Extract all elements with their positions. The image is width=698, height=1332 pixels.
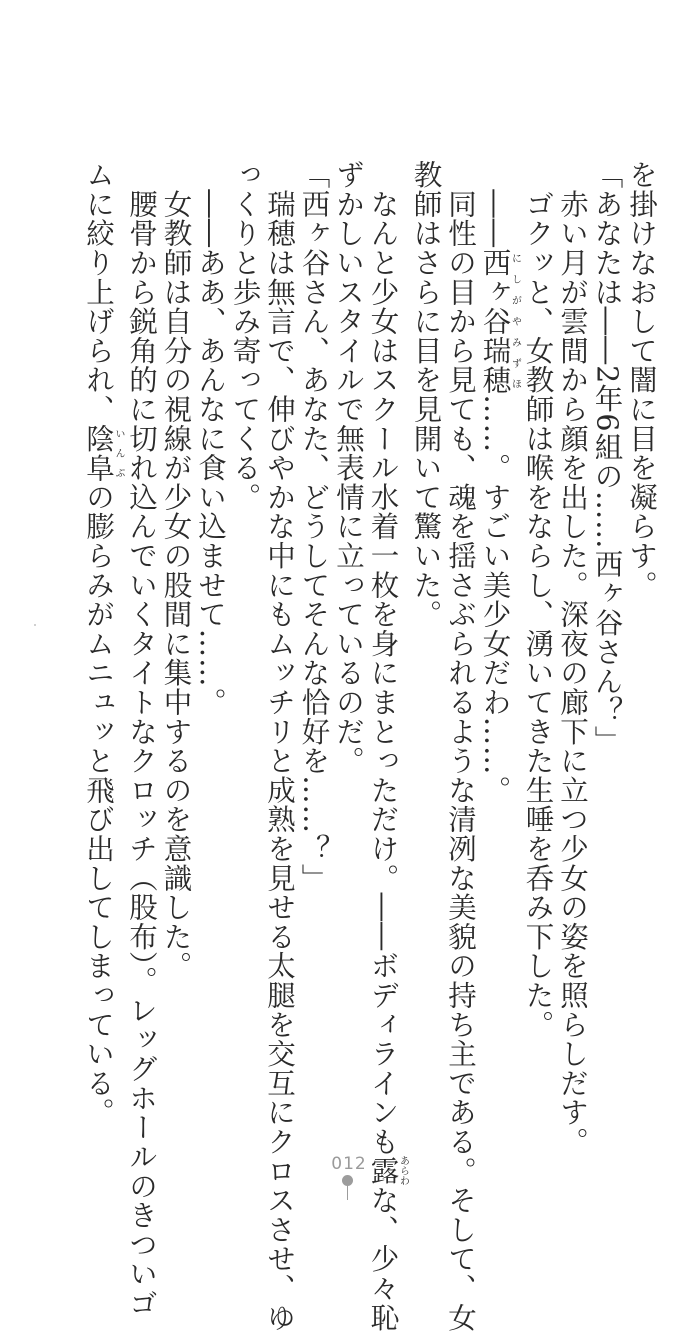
text-line-8: なんと少女はスクール水着一枚を身にまとっただけ。――ボディラインも露あらわな、少々恥 <box>366 160 409 1332</box>
text-line-2: 「あなたは――2年6組の……西ヶ谷さん？」 <box>590 160 624 755</box>
text-line-14: 女教師は自分の視線が少女の股間に集中するのを意識した。 <box>159 160 193 981</box>
text-line-9: ずかしいスタイルで無表情に立っているのだ。 <box>332 160 365 776</box>
ruby-annotation: 露あらわ <box>366 1155 409 1186</box>
ruby-annotation: 西ヶ谷瑞穂にしがやみずほ <box>478 247 521 395</box>
text-line-4: ゴクッと、女教師は喉をならし、湧いてきた生唾を呑み下した。 <box>521 160 555 1039</box>
ruby-reading: あらわ <box>397 1155 409 1186</box>
text-line-15: 腰骨から鋭角的に切れ込んでいくタイトなクロッチ（股布）。レッグホールのきついゴ <box>125 160 158 1318</box>
ruby-reading: いんぷ <box>113 423 124 483</box>
page-marker-dot <box>342 1175 353 1186</box>
text-line-11: 瑞穂は無言で、伸びやかな中にもムッチリと成熟を見せる太腿を交互にクロスさせ、ゆ <box>263 160 296 1332</box>
text-line-5: ――西ヶ谷瑞穂にしがやみずほ……。すごい美少女だわ……。 <box>478 160 521 805</box>
text-line-7: 教師はさらに目を見開いて驚いた。 <box>409 160 443 629</box>
text-line-1: を掛けなおして闇に目を凝らす。 <box>625 160 658 600</box>
text-line-10: 「西ヶ谷さん、あなた、どうしてそんな恰好を……？」 <box>297 160 331 893</box>
ruby-reading: にしがやみずほ <box>509 247 521 395</box>
paper-speck <box>34 624 36 626</box>
text-line-13: ――ああ、あんなに食い込ませて……。 <box>194 160 227 717</box>
text-line-12: っくりと歩み寄ってくる。 <box>228 160 262 512</box>
ruby-annotation: 陰阜いんぷ <box>82 423 124 483</box>
page-number: 012 <box>331 1154 367 1174</box>
text-line-16: ムに絞り上げられ、陰阜いんぷの膨らみがムニュッと飛び出してしまっている。 <box>82 160 124 1127</box>
text-line-6: 同性の目から見ても、魂を揺さぶられるような清冽な美貌の持ち主である。そして、女 <box>444 160 477 1332</box>
page-marker-line <box>347 1186 348 1200</box>
text-line-3: 赤い月が雲間から顔を出した。深夜の廊下に立つ少女の姿を照らしだす。 <box>556 160 589 1157</box>
